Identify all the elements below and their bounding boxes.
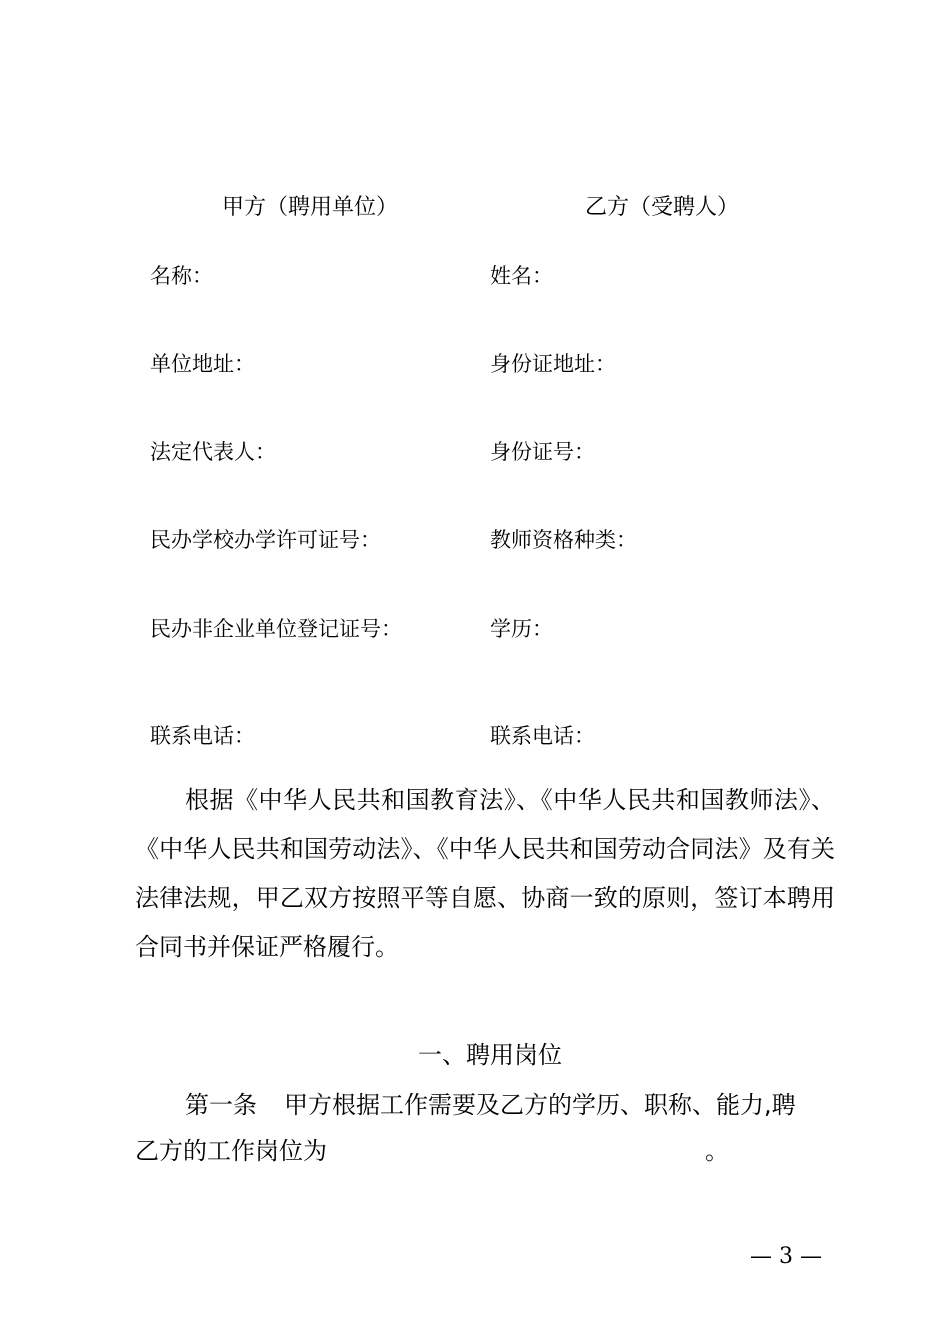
party-a-school-license-label: 民办学校办学许可证号： bbox=[150, 528, 381, 552]
article-end-mark: 。 bbox=[705, 1137, 729, 1165]
party-b-id-address-label: 身份证地址： bbox=[490, 352, 616, 376]
preamble-paragraph: 根据《中华人民共和国教育法》、《中华人民共和国教师法》、《中华人民共和国劳动法》、《中华人民共和国劳动合同法》及有关法律法规，甲乙双方按照平等自愿、协商一致的原则，签订本聘用合同书并保证严格履行。 bbox=[135, 786, 835, 961]
page-number: — 3 — bbox=[750, 1244, 822, 1269]
party-a-legal-rep-label: 法定代表人： bbox=[150, 440, 276, 464]
party-b-id-number-label: 身份证号： bbox=[490, 440, 595, 464]
party-b-phone-label: 联系电话： bbox=[490, 724, 595, 748]
party-b-heading: 乙方（受聘人） bbox=[585, 195, 740, 220]
party-a-heading: 甲方（聘用单位） bbox=[222, 195, 399, 220]
party-b-teacher-cert-label: 教师资格种类： bbox=[490, 528, 637, 552]
party-b-education-label: 学历： bbox=[490, 617, 553, 641]
article-text-2: 乙方的工作岗位为 bbox=[135, 1137, 327, 1165]
party-a-registration-label: 民办非企业单位登记证号： bbox=[150, 617, 402, 641]
article-one bbox=[135, 1082, 835, 1174]
section-title: 一、聘用岗位 bbox=[418, 1041, 562, 1069]
article-text-1: 甲方根据工作需要及乙方的学历、职称、能力,聘 bbox=[284, 1091, 796, 1119]
party-a-phone-label: 联系电话： bbox=[150, 724, 255, 748]
party-a-name-label: 名称： bbox=[150, 264, 213, 288]
article-one-line-2 bbox=[135, 1128, 835, 1174]
article-number: 第一条 bbox=[185, 1091, 257, 1119]
party-b-name-label: 姓名： bbox=[490, 264, 553, 288]
article-one-line-1 bbox=[135, 1082, 835, 1128]
party-a-address-label: 单位地址： bbox=[150, 352, 255, 376]
